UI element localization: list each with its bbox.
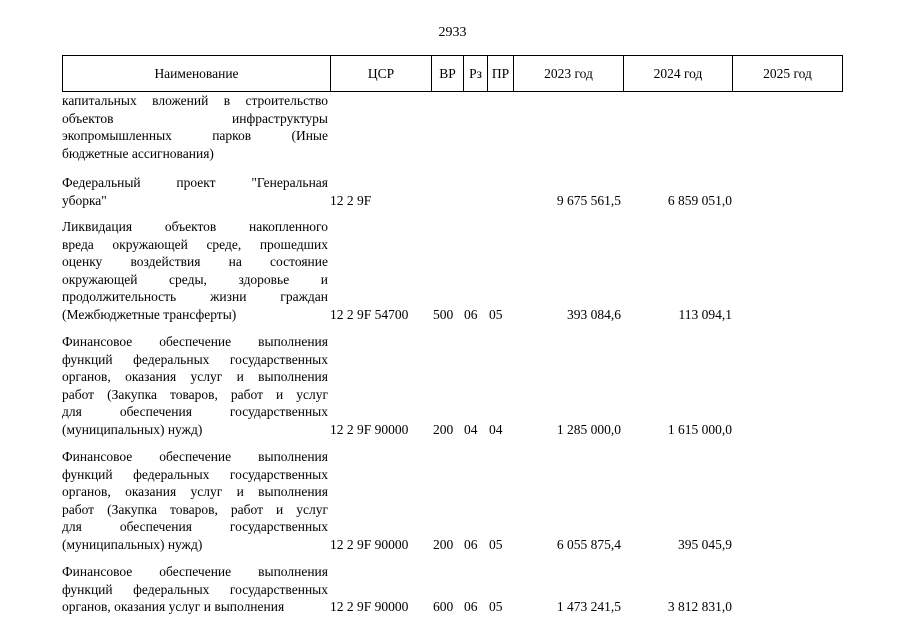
table-header	[62, 55, 843, 92]
cell-pr: 05	[489, 536, 503, 552]
row-name	[62, 92, 328, 162]
cell-rz: 06	[464, 599, 478, 614]
cell-csr: 12 2 9F 90000	[330, 536, 409, 552]
cell-y2023: 9 675 561,5	[556, 192, 621, 208]
row-name-line: оценку воздействия на состояние	[62, 254, 328, 269]
cell-csr: 12 2 9F 90000	[330, 421, 409, 437]
row-name	[62, 333, 328, 438]
row-name-line: уборка"	[62, 192, 107, 208]
cell-y2023: 393 084,6	[567, 306, 621, 322]
cell-rz: 06	[464, 306, 478, 322]
cell-rz: 06	[464, 536, 478, 552]
table-row	[62, 218, 842, 323]
row-name-line: Ликвидация объектов накопленного	[62, 219, 328, 234]
row-name-line: для обеспечения государственных	[62, 519, 328, 534]
row-name-line: (муниципальных) нужд)	[62, 421, 203, 437]
row-name	[62, 218, 328, 323]
table-row	[62, 563, 842, 616]
cell-y2024: 395 045,9	[678, 536, 732, 552]
row-name-line: капитальных вложений в строительство	[62, 93, 328, 108]
header-2025: 2025 год	[733, 56, 843, 92]
cell-csr: 12 2 9F	[330, 192, 372, 208]
cell-y2023: 1 473 241,5	[556, 599, 621, 614]
row-name-line: Финансовое обеспечение выполнения	[62, 449, 328, 464]
cell-y2024: 6 859 051,0	[667, 192, 732, 208]
row-name-line: продолжительность жизни граждан	[62, 289, 328, 304]
table-body	[62, 92, 842, 616]
cell-csr: 12 2 9F 54700	[330, 306, 409, 322]
header-vr: ВР	[432, 56, 464, 92]
row-name-line: органов, оказания услуг и выполнения	[62, 369, 328, 384]
row-name-line: вреда окружающей среде, прошедших	[62, 236, 328, 252]
header-pr: ПР	[488, 56, 514, 92]
cell-pr: 04	[489, 421, 503, 437]
row-name-line: функций федеральных государственных	[62, 466, 328, 482]
table-row	[62, 174, 842, 209]
row-name	[62, 563, 328, 616]
row-name-line: органов, оказания услуг и выполнения	[62, 484, 328, 499]
row-name-line: (Межбюджетные трансферты)	[62, 306, 237, 322]
header-2024: 2024 год	[624, 56, 733, 92]
cell-y2024: 3 812 831,0	[667, 599, 732, 614]
cell-y2024: 1 615 000,0	[667, 421, 732, 437]
row-name-line: органов, оказания услуг и выполнения	[62, 599, 285, 614]
cell-csr: 12 2 9F 90000	[330, 599, 409, 614]
row-name-line: Федеральный проект "Генеральная	[62, 175, 328, 190]
row-name-line: работ (Закупка товаров, работ и услуг	[62, 501, 328, 517]
header-csr: ЦСР	[331, 56, 432, 92]
row-name	[62, 174, 328, 209]
page-number: 2933	[438, 25, 467, 40]
header-2023: 2023 год	[514, 56, 624, 92]
cell-y2024: 113 094,1	[678, 306, 732, 322]
row-name-line: объектов инфраструктуры	[62, 110, 328, 126]
cell-y2023: 1 285 000,0	[556, 421, 621, 437]
row-name-line: Финансовое обеспечение выполнения	[62, 334, 328, 349]
cell-y2023: 6 055 875,4	[556, 536, 621, 552]
cell-vr: 500	[433, 306, 454, 322]
cell-rz: 04	[464, 421, 478, 437]
row-name-line: для обеспечения государственных	[62, 404, 328, 419]
cell-vr: 600	[433, 599, 454, 614]
row-name-line: Финансовое обеспечение выполнения	[62, 564, 328, 579]
cell-pr: 05	[489, 599, 503, 614]
table-row	[62, 448, 842, 553]
cell-pr: 05	[489, 306, 503, 322]
cell-vr: 200	[433, 421, 454, 437]
table-row	[62, 333, 842, 438]
row-name-line: бюджетные ассигнования)	[62, 145, 214, 161]
row-name-line: функций федеральных государственных	[62, 581, 328, 597]
header-rz: Рз	[464, 56, 488, 92]
cell-vr: 200	[433, 536, 454, 552]
row-name-line: окружающей среды, здоровье и	[62, 271, 328, 287]
row-name-line: (муниципальных) нужд)	[62, 536, 203, 552]
header-name: Наименование	[63, 56, 331, 92]
row-name-line: работ (Закупка товаров, работ и услуг	[62, 386, 328, 402]
row-name-line: экопромышленных парков (Иные	[62, 128, 328, 143]
table-row	[62, 92, 842, 162]
row-name	[62, 448, 328, 553]
row-name-line: функций федеральных государственных	[62, 351, 328, 367]
